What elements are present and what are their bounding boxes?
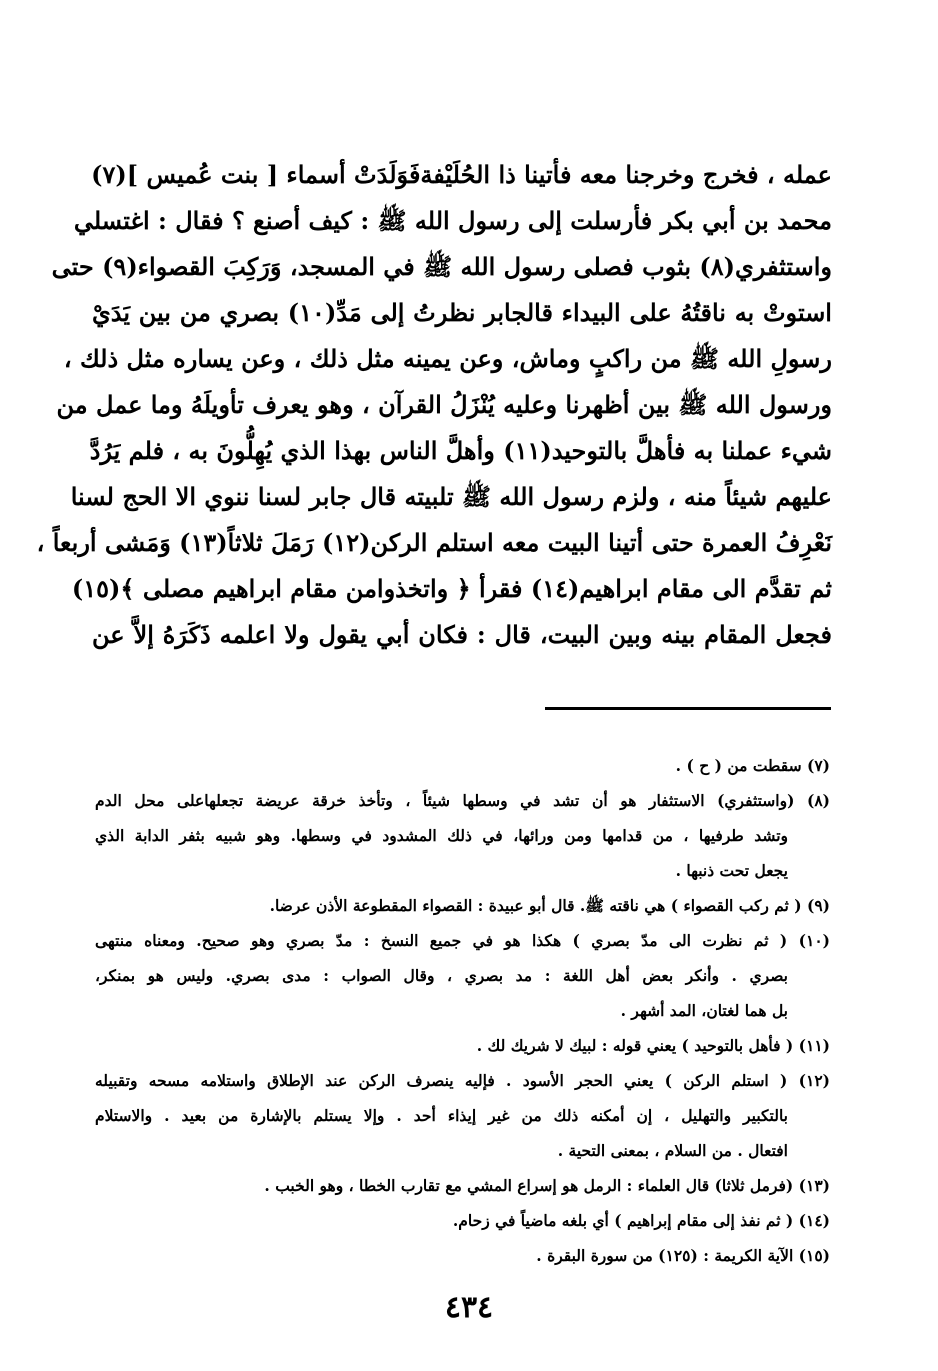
footnotes [95,748,830,1273]
footnote-line: (١٠) ( ثم نظرت الى مدّ بصري ) هكذا هو في جميع النسخ : مدّ بصري وهو صحيح. ومعناه منتهى [95,931,830,950]
footnote-line: (١٢) ( استلم الركن ) يعني الحجر الأسود . فإليه ينصرف الركن عند الإطلاق واستلامه مسحه وتقبيله [95,1071,830,1090]
main-text-line: عمله ، فخرج وخرجنا معه فأتينا ذا الحُلَيْفةفَوَلَدَتْ أسماء [ بنت عُميس ](٧) [91,160,832,189]
main-text-line: ثم تقدَّم الى مقام ابراهيم(١٤) فقرأ ﴿ واتخذوامن مقام ابراهيم مصلى ﴾(١٥) [71,574,832,603]
footnote-line: (٩) ( ثم ركب القصواء ) هي ناقته ﷺ. قال أبو عبيدة : القصواء المقطوعة الأذن عرضا. [269,896,830,915]
main-text-line: رسولِ الله ﷺ من راكبٍ وماش، وعن يمينه مثل ذلك ، وعن يساره مثل ذلك ، [63,344,832,373]
main-text-line: عليهم شيئاً منه ، ولزم رسول الله ﷺ تلبيته قال جابر لسنا ننوي الا الحج لسنا [70,482,832,511]
main-text-line: محمد بن أبي بكر فأرسلت إلى رسول الله ﷺ : كيف أصنع ؟ فقال : اغتسلي [73,206,832,235]
footnote-line: يجعل تحت ذنبها . [675,861,788,880]
main-text-line: نَعْرِفُ العمرة حتى أتينا البيت معه استلم الركن(١٢) رَمَلَ ثلاثاً(١٣) وَمَشى أربعاً ، [36,528,832,557]
footnote-line: بصري . وأنكر بعض أهل اللغة : مد بصري ، وقال الصواب : مدى بصري. وليس هو بمنكر، [95,966,788,985]
main-text-line: استوتْ به ناقتُهُ على البيداء قالجابر نظرتُ إلى مَدِّ(١٠) بصري من بين يَدَيْ [92,298,832,327]
footnote-line: وتشد طرفيها ، من قدامها ومن ورائها، في ذلك المشدود في وسطها. وهو شبيه بثفر الدابة الذي [95,826,788,845]
main-text-line: شيء عملنا به فأهلَّ بالتوحيد(١١) وأهلَّ الناس بهذا الذي يُهِلُّونَ به ، فلم يَرُدَّ [89,436,832,465]
footnote-line: (١٥) الآية الكريمة : (١٢٥) من سورة البقرة . [536,1246,830,1265]
page-number: ٤٣٤ [444,1290,494,1325]
main-text-line: ورسول الله ﷺ بين أظهرنا وعليه يُنْزَلُ القرآن ، وهو يعرف تأويلَهُ وما عمل من [56,390,832,419]
footnote-line: (٨) (واستثفري) الاستثفار هو أن تشد في وسطها شيئاً ، وتأخذ خرقة عريضة تجعلهاعلى محل الدم [95,791,830,810]
footnote-separator [545,707,831,710]
footnote-line: (١٤) ( ثم نفذ إلى مقام إبراهيم ) أي بلغه ماضياً في زحام. [452,1211,830,1230]
footnote-line: (١١) ( فأهل بالتوحيد ) يعني قوله : لبيك لا شريك لك . [476,1036,830,1055]
main-text [36,152,832,658]
main-text-line: فجعل المقام بينه وبين البيت، قال : فكان أبي يقول ولا اعلمه ذَكَرَهُ إلاَّ عن [92,620,832,649]
footnote-line: بالتكبير والتهليل ، إن أمكنه ذلك من غير إيذاء أحد . وإلا يستلم بالإشارة من بعيد . والاستلام [95,1106,788,1125]
main-text-line: واستثفري(٨) بثوب فصلى رسول الله ﷺ في المسجد، وَرَكِبَ القصواء(٩) حتى [51,252,832,281]
footnote-line: افتعال . من السلام ، بمعنى التحية . [557,1141,788,1160]
footnote-line: بل هما لغتان، المد أشهر . [620,1001,788,1020]
footnote-line: (١٣) (فرمل ثلاثا) قال العلماء : الرمل هو إسراع المشي مع تقارب الخطا ، وهو الخبب . [264,1176,830,1195]
footnote-line: (٧) سقطت من ( ح ) . [675,756,830,775]
